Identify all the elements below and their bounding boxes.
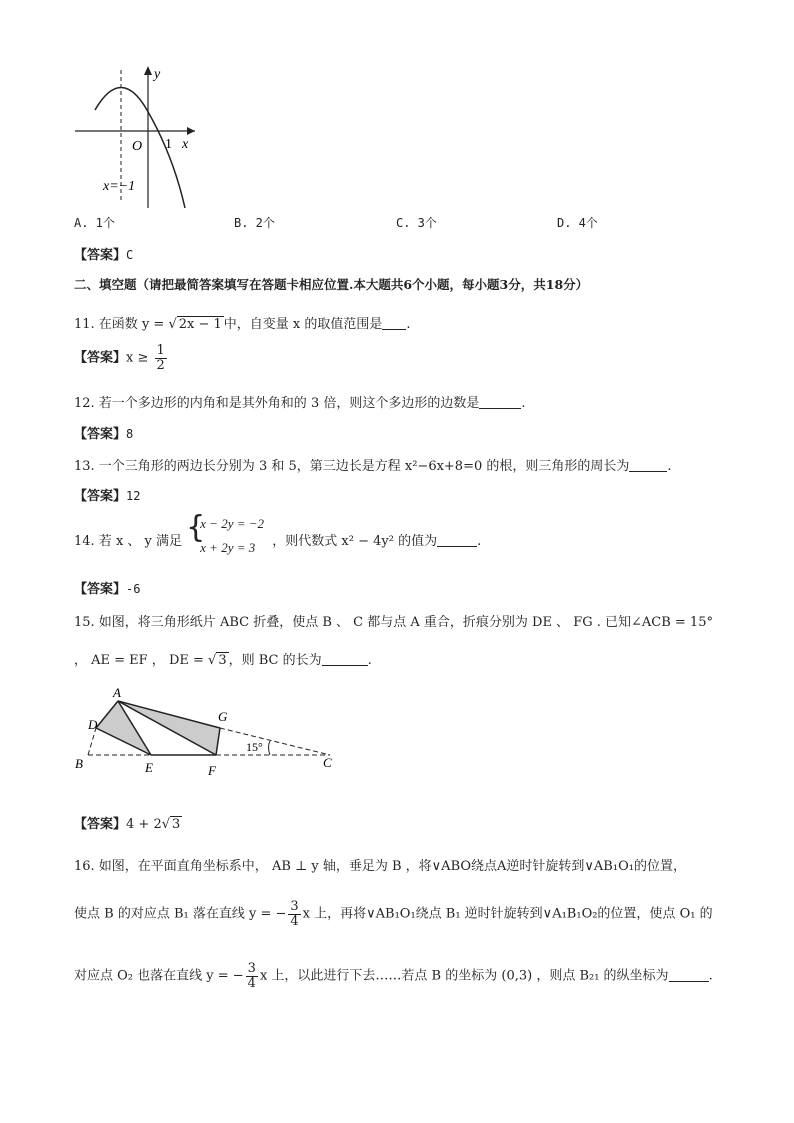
q15-blank xyxy=(322,653,368,666)
q16-blank xyxy=(669,969,709,982)
sqrt-sign: √ xyxy=(161,817,171,832)
fig-label-angle: 15° xyxy=(246,740,263,754)
brace-icon: { xyxy=(186,510,206,545)
parabola-graph xyxy=(70,60,210,210)
q12-text: 12. 若一个多边形的内角和是其外角和的 3 倍，则这个多边形的边数是 xyxy=(74,396,480,411)
q11-ans-frac xyxy=(155,344,167,372)
frac-num: 1 xyxy=(156,343,165,358)
q13 xyxy=(74,455,672,474)
choice-d: D. 4个 xyxy=(557,216,598,230)
q13-blank xyxy=(629,459,667,472)
q16-line1: 16. 如图，在平面直角坐标系中， AB ⊥ y 轴，垂足为 B ，将∨ABO绕点A逆时针旋转到∨AB₁O₁的位置， xyxy=(74,859,686,874)
q12-end: . xyxy=(521,396,526,411)
q12 xyxy=(74,392,525,411)
frac-num: 3 xyxy=(290,899,299,914)
q11-answer xyxy=(74,344,169,372)
q15-line2-pre: ， AE = EF ， DE = xyxy=(74,653,209,668)
q12-answer xyxy=(74,423,133,442)
answer-label: 【答案】 xyxy=(74,817,127,832)
graph-one-label: 1 xyxy=(165,137,172,152)
q16-frac-2 xyxy=(246,962,258,990)
q11-end: . xyxy=(406,317,411,332)
choice-b: B. 2个 xyxy=(234,216,275,230)
fig-label-f: F xyxy=(208,763,216,778)
answer-label: 【答案】 xyxy=(74,248,127,263)
answer-label: 【答案】 xyxy=(74,489,127,504)
q15-end: . xyxy=(367,653,372,668)
q16-line2-pre: 使点 B 的对应点 B₁ 落在直线 y = − xyxy=(74,906,287,922)
answer-label: 【答案】 xyxy=(74,427,127,442)
q14-pre: 14. 若 x 、 y 满足 xyxy=(74,534,183,549)
fig-label-e: E xyxy=(145,760,153,775)
q15-answer xyxy=(74,813,182,832)
graph-x-label: x xyxy=(182,137,189,152)
frac-den: 4 xyxy=(290,913,299,929)
answer-value: C xyxy=(126,248,134,262)
q13-answer xyxy=(74,485,140,504)
q14 xyxy=(74,510,482,562)
q11-blank xyxy=(382,317,406,330)
answer-value: -6 xyxy=(126,582,141,596)
q14-end: . xyxy=(477,534,482,549)
q12-blank xyxy=(479,396,521,409)
sqrt-sign: √ xyxy=(168,317,177,332)
q16-line2-mid: x 上，再将∨AB₁O₁绕点 B₁ 逆时针旋转到∨A₁B₁O₂的位置，使点 O₁ 的 xyxy=(302,906,713,922)
q16-line3-pre: 对应点 O₂ 也落在直线 y = − xyxy=(74,968,244,984)
triangle-fold-figure xyxy=(70,683,340,783)
answer-label: 【答案】 xyxy=(74,350,127,366)
q16-line2 xyxy=(74,900,713,928)
sqrt-sign: √ xyxy=(208,653,217,668)
q15-rad: 3 xyxy=(218,653,227,668)
q14-eq1: x − 2y = −2 xyxy=(200,516,265,531)
answer-value: 12 xyxy=(126,489,141,503)
q15-ans-pre: 4 + 2 xyxy=(126,817,162,832)
frac-den: 4 xyxy=(247,975,256,991)
q14-eq2: x + 2y = 3 xyxy=(200,540,256,555)
answer-label: 【答案】 xyxy=(74,582,127,597)
q15-line1: 15. 如图，将三角形纸片 ABC 折叠，使点 B 、 C 都与点 A 重合，折痕分别为 DE 、 FG . 已知∠ACB = 15° xyxy=(74,615,713,630)
q11-pre: 11. 在函数 y = xyxy=(74,317,169,332)
graph-origin-label: O xyxy=(132,139,143,154)
frac-den: 2 xyxy=(156,357,165,373)
q13-end: . xyxy=(667,459,672,474)
choice-a: A. 1个 xyxy=(74,216,115,230)
section2-title: 二、填空题（请把最简答案填写在答题卡相应位置.本大题共6个小题，每小题3分，共18分） xyxy=(74,277,589,292)
q15-ans-rad: 3 xyxy=(172,817,181,832)
q15-line2 xyxy=(74,649,372,668)
q11-radicand: 2x − 1 xyxy=(178,317,222,332)
q14-answer xyxy=(74,578,140,597)
answer-value: 8 xyxy=(126,427,134,441)
graph-y-label: y xyxy=(154,67,161,82)
q13-text: 13. 一个三角形的两边长分别为 3 和 5，第三边长是方程 x²−6x+8=0 的根，则三角形的周长为 xyxy=(74,459,630,474)
fig-label-d: D xyxy=(88,717,98,732)
q16-end: . xyxy=(708,968,713,984)
fig-label-g: G xyxy=(218,709,228,724)
q14-blank xyxy=(437,534,477,547)
fig-label-c: C xyxy=(323,755,332,770)
q16-frac-1 xyxy=(288,900,300,928)
graph-axis-label: x=−1 xyxy=(103,179,136,194)
q15-line2-post: ，则 BC 的长为 xyxy=(228,653,322,668)
fig-label-b: B xyxy=(75,756,83,771)
choice-c: C. 3个 xyxy=(396,216,437,230)
frac-num: 3 xyxy=(247,961,256,976)
q11-post: 中，自变量 x 的取值范围是 xyxy=(223,317,383,332)
q14-post: ，则代数式 x² − 4y² 的值为 xyxy=(272,534,438,549)
q16-line3 xyxy=(74,962,713,990)
q11-ans-pre: x ≥ xyxy=(126,350,149,366)
q16-line3-mid: x 上，以此进行下去……若点 B 的坐标为 (0,3) ，则点 B₂₁ 的纵坐标为 xyxy=(259,968,669,984)
fig-label-a: A xyxy=(113,685,121,700)
q10-answer xyxy=(74,244,133,263)
q14-system xyxy=(186,510,268,562)
q11 xyxy=(74,313,411,332)
